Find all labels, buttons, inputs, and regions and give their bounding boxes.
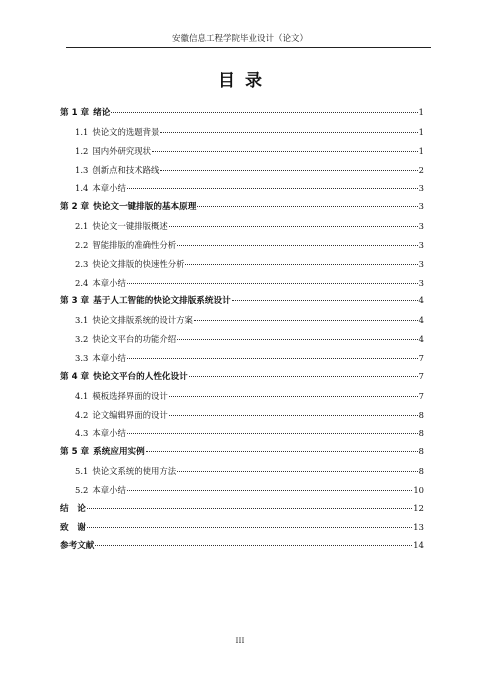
toc-page-number: 4 [418,315,424,326]
toc-page-number: 3 [418,258,424,269]
toc-entry-title: 模板选择界面的设计 [92,390,168,401]
header-rule [66,47,431,48]
toc-chapter-entry[interactable] [60,443,424,462]
toc-entry-label [75,311,193,330]
toc-entry-label [60,104,110,123]
toc-entry-label [75,387,168,406]
toc-entry-number: 2.2 [75,239,89,250]
toc-entry-title: 快论文一键排版的基本原理 [93,202,197,213]
toc-section-entry[interactable] [60,274,424,293]
dot-leader [194,319,418,321]
page-number: III [235,636,245,645]
toc-section-entry[interactable] [60,349,424,368]
toc-page-number: 10 [413,484,424,495]
toc-page-number: 3 [418,202,424,213]
dot-leader [232,299,418,301]
dot-leader [169,395,418,397]
toc-page-number: 12 [413,503,424,514]
toc-entry-label [75,349,126,368]
dot-leader [160,131,417,133]
toc-entry-label [75,255,184,274]
toc-page-number: 2 [418,164,424,175]
toc-section-entry[interactable] [60,424,424,443]
toc-entry-number: 3.3 [75,352,89,363]
toc-entry-number: 4.2 [75,409,89,420]
toc-page-number: 3 [418,221,424,232]
toc-entry-title: 创新点和技术路线 [92,164,160,175]
toc-page-number: 13 [413,522,424,533]
toc-chapter-entry[interactable] [60,368,424,387]
toc-section-entry[interactable] [60,462,424,481]
toc-entry-title: 快论文一键排版概述 [92,221,168,232]
dot-leader [169,225,418,227]
toc-page-number: 7 [418,371,424,382]
dot-leader [95,544,412,546]
toc-entry-number: 2.3 [75,258,89,269]
toc-page-number: 8 [418,409,424,420]
toc-entry-number: 第 5 章 [60,447,90,458]
toc-entry-number: 1.2 [75,145,89,156]
toc-entry-label [75,462,176,481]
dot-leader [169,414,418,416]
toc-entry-number: 1.1 [75,126,89,137]
toc-page-number: 4 [418,334,424,345]
toc-entry-number: 2.1 [75,221,89,232]
toc-page-number: 8 [418,466,424,477]
dot-leader [160,169,417,171]
toc-section-entry[interactable] [60,236,424,255]
toc-entry-number: 第 2 章 [60,202,90,213]
toc-entry-title: 国内外研究现状 [92,145,151,156]
dot-leader [87,526,412,528]
dot-leader [197,205,417,207]
dot-leader [111,111,417,113]
toc-entry-number: 1.3 [75,164,89,175]
toc-entry-title: 致 谢 [60,522,86,533]
toc-entry-title: 智能排版的准确性分析 [92,239,177,250]
toc-entry-title: 系统应用实例 [93,447,145,458]
toc-entry-title: 基于人工智能的快论文排版系统设计 [93,296,231,307]
toc-entry-title: 本章小结 [92,183,126,194]
toc-page-number: 8 [418,447,424,458]
toc-entry-title: 快论文平台的功能介绍 [92,334,177,345]
dot-leader [189,375,418,377]
toc-chapter-entry[interactable] [60,104,424,123]
toc-entry-title: 快论文排版系统的设计方案 [92,315,193,326]
toc-entry-label [75,217,168,236]
toc-section-entry[interactable] [60,217,424,236]
toc-entry-title: 快论文排版的快速性分析 [92,258,185,269]
toc-section-entry[interactable] [60,387,424,406]
toc-entry-label [75,274,126,293]
toc-entry-title: 参考文献 [60,541,95,552]
toc-entry-number: 3.1 [75,315,89,326]
toc-section-entry[interactable] [60,255,424,274]
toc-entry-label [75,330,176,349]
toc-entry-label [75,236,176,255]
toc-page-number: 7 [418,352,424,363]
page-header: 安徽信息工程学院毕业设计（论文） [171,34,308,44]
dot-leader [185,263,417,265]
toc-entry-label [75,142,151,161]
toc-entry-label [60,368,188,387]
toc-section-entry[interactable] [60,481,424,500]
toc-page-number: 3 [418,239,424,250]
toc-chapter-entry[interactable] [60,537,424,556]
toc-entry-label [60,443,145,462]
toc-entry-label [75,481,126,500]
toc-entry-title: 本章小结 [92,352,126,363]
toc-entry-label [75,424,126,443]
toc-entry-title: 本章小结 [92,428,126,439]
toc-entry-title: 本章小结 [92,484,126,495]
dot-leader [177,338,418,340]
toc-entry-label [60,519,86,538]
dot-leader [177,470,418,472]
toc-entry-label [75,179,126,198]
toc-entry-title: 本章小结 [92,277,126,288]
toc-entry-label [60,292,231,311]
dot-leader [87,507,412,509]
toc-entry-number: 第 1 章 [60,108,90,118]
toc-entry-number: 2.4 [75,277,89,288]
toc-page-number: 7 [418,390,424,401]
dot-leader [146,450,418,452]
toc-entry-label [60,500,86,519]
toc-entry-number: 1.4 [75,183,89,194]
dot-leader [177,244,418,246]
toc-entry-title: 快论文系统的使用方法 [92,466,177,477]
toc-entry-number: 5.1 [75,466,89,477]
toc-title: 目录 [218,71,272,91]
toc-entry-number: 4.1 [75,390,89,401]
toc-section-entry[interactable] [60,179,424,198]
toc-entry-title: 绪论 [93,108,111,118]
toc-entry-label [60,537,94,556]
toc-entry-title: 快论文的选题背景 [92,126,160,137]
dot-leader [127,432,418,434]
toc-entry-label [75,406,168,425]
toc-page-number: 1 [418,126,424,137]
toc-page-number: 4 [418,296,424,307]
toc-entry-number: 3.2 [75,334,89,345]
dot-leader [127,187,418,189]
toc-entry-title: 快论文平台的人性化设计 [93,371,188,382]
toc-section-entry[interactable] [60,311,424,330]
toc-chapter-entry[interactable] [60,198,424,217]
table-of-contents [60,104,424,556]
toc-entry-title: 论文编辑界面的设计 [92,409,168,420]
toc-entry-title: 结 论 [60,503,86,514]
toc-chapter-entry[interactable] [60,519,424,538]
toc-entry-number: 第 4 章 [60,371,90,382]
toc-entry-label [75,161,159,180]
toc-entry-number: 第 3 章 [60,296,90,307]
dot-leader [152,150,418,152]
dot-leader [127,357,418,359]
toc-entry-number: 4.3 [75,428,89,439]
toc-entry-label [60,198,196,217]
toc-page-number: 3 [418,183,424,194]
toc-section-entry[interactable] [60,161,424,180]
dot-leader [127,489,413,491]
toc-page-number: 1 [418,108,424,118]
toc-page-number: 3 [418,277,424,288]
toc-page-number: 8 [418,428,424,439]
toc-entry-number: 5.2 [75,484,89,495]
toc-section-entry[interactable] [60,330,424,349]
dot-leader [127,282,418,284]
toc-chapter-entry[interactable] [60,500,424,519]
toc-entry-label [75,123,159,142]
toc-section-entry[interactable] [60,142,424,161]
toc-chapter-entry[interactable] [60,292,424,311]
toc-section-entry[interactable] [60,123,424,142]
toc-page-number: 1 [418,145,424,156]
toc-page-number: 14 [413,541,424,552]
toc-section-entry[interactable] [60,406,424,425]
